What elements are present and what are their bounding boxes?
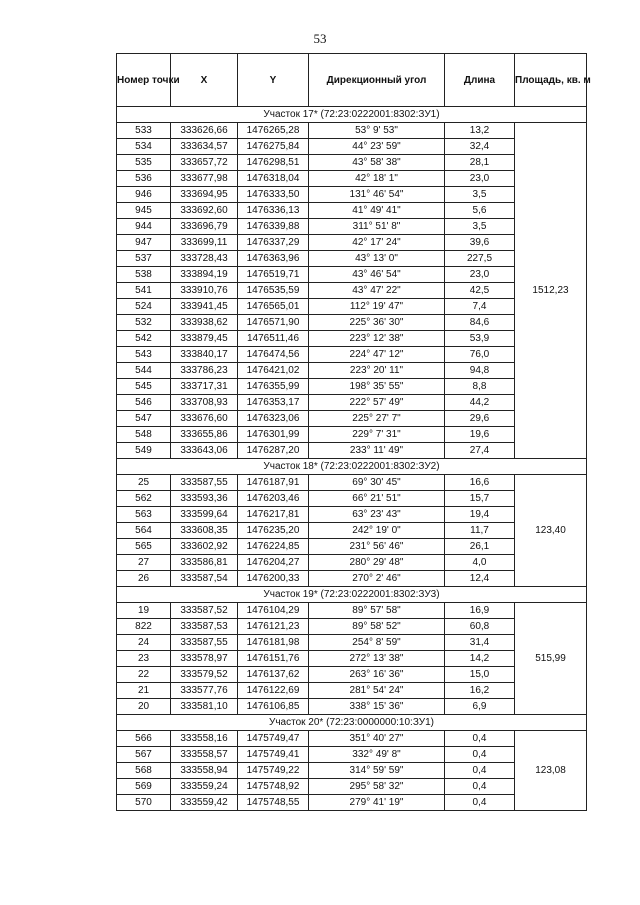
length-cell: 0,4 (445, 747, 515, 763)
y-coordinate-cell: 1476204,27 (238, 555, 309, 571)
bearing-cell: 272° 13' 38" (309, 651, 445, 667)
point-number-cell: 568 (117, 763, 171, 779)
length-cell: 14,2 (445, 651, 515, 667)
header-area: Площадь, кв. м (515, 54, 587, 107)
y-coordinate-cell: 1476181,98 (238, 635, 309, 651)
bearing-cell: 279° 41' 19" (309, 795, 445, 811)
area-cell: 1512,23 (515, 123, 587, 459)
page-number: 53 (313, 31, 327, 46)
point-number-cell: 22 (117, 667, 171, 683)
bearing-cell: 89° 58' 52" (309, 619, 445, 635)
x-coordinate-cell: 333894,19 (171, 267, 238, 283)
bearing-cell: 231° 56' 46" (309, 539, 445, 555)
point-number-cell: 541 (117, 283, 171, 299)
point-number-cell: 544 (117, 363, 171, 379)
table-body (117, 107, 587, 811)
point-number-cell: 20 (117, 699, 171, 715)
length-cell: 13,2 (445, 123, 515, 139)
length-cell: 0,4 (445, 731, 515, 747)
x-coordinate-cell: 333786,23 (171, 363, 238, 379)
y-coordinate-cell: 1476519,71 (238, 267, 309, 283)
length-cell: 6,9 (445, 699, 515, 715)
point-number-cell: 567 (117, 747, 171, 763)
x-coordinate-cell: 333938,62 (171, 315, 238, 331)
y-coordinate-cell: 1476318,04 (238, 171, 309, 187)
length-cell: 84,6 (445, 315, 515, 331)
length-cell: 23,0 (445, 267, 515, 283)
y-coordinate-cell: 1476565,01 (238, 299, 309, 315)
header-bearing: Дирекционный угол (309, 54, 445, 107)
point-number-cell: 562 (117, 491, 171, 507)
table-row (117, 731, 587, 747)
bearing-cell: 225° 36' 30" (309, 315, 445, 331)
x-coordinate-cell: 333696,79 (171, 219, 238, 235)
y-coordinate-cell: 1476265,28 (238, 123, 309, 139)
point-number-cell: 27 (117, 555, 171, 571)
x-coordinate-cell: 333728,43 (171, 251, 238, 267)
section-title: Участок 19* (72:23:0222001:8302:ЗУ3) (117, 587, 587, 603)
y-coordinate-cell: 1476235,20 (238, 523, 309, 539)
point-number-cell: 945 (117, 203, 171, 219)
y-coordinate-cell: 1476298,51 (238, 155, 309, 171)
y-coordinate-cell: 1476137,62 (238, 667, 309, 683)
bearing-cell: 224° 47' 12" (309, 347, 445, 363)
y-coordinate-cell: 1476333,50 (238, 187, 309, 203)
point-number-cell: 549 (117, 443, 171, 459)
bearing-cell: 223° 20' 11" (309, 363, 445, 379)
point-number-cell: 947 (117, 235, 171, 251)
length-cell: 28,1 (445, 155, 515, 171)
point-number-cell: 542 (117, 331, 171, 347)
table-row (117, 603, 587, 619)
point-number-cell: 23 (117, 651, 171, 667)
x-coordinate-cell: 333602,92 (171, 539, 238, 555)
x-coordinate-cell: 333558,57 (171, 747, 238, 763)
bearing-cell: 263° 16' 36" (309, 667, 445, 683)
x-coordinate-cell: 333581,10 (171, 699, 238, 715)
x-coordinate-cell: 333694,95 (171, 187, 238, 203)
length-cell: 23,0 (445, 171, 515, 187)
y-coordinate-cell: 1476121,23 (238, 619, 309, 635)
bearing-cell: 53° 9' 53" (309, 123, 445, 139)
bearing-cell: 43° 47' 22" (309, 283, 445, 299)
length-cell: 16,6 (445, 475, 515, 491)
y-coordinate-cell: 1476104,29 (238, 603, 309, 619)
bearing-cell: 351° 40' 27" (309, 731, 445, 747)
header-point-number: Номер точки (117, 54, 171, 107)
section-title: Участок 20* (72:23:0000000:10:ЗУ1) (117, 715, 587, 731)
y-coordinate-cell: 1476287,20 (238, 443, 309, 459)
y-coordinate-cell: 1476355,99 (238, 379, 309, 395)
length-cell: 94,8 (445, 363, 515, 379)
x-coordinate-cell: 333587,52 (171, 603, 238, 619)
point-number-cell: 532 (117, 315, 171, 331)
x-coordinate-cell: 333599,64 (171, 507, 238, 523)
x-coordinate-cell: 333634,57 (171, 139, 238, 155)
point-number-cell: 545 (117, 379, 171, 395)
x-coordinate-cell: 333558,16 (171, 731, 238, 747)
y-coordinate-cell: 1476535,59 (238, 283, 309, 299)
x-coordinate-cell: 333655,86 (171, 427, 238, 443)
bearing-cell: 131° 46' 54" (309, 187, 445, 203)
bearing-cell: 89° 57' 58" (309, 603, 445, 619)
x-coordinate-cell: 333587,55 (171, 635, 238, 651)
length-cell: 12,4 (445, 571, 515, 587)
bearing-cell: 254° 8' 59" (309, 635, 445, 651)
point-number-cell: 564 (117, 523, 171, 539)
length-cell: 11,7 (445, 523, 515, 539)
point-number-cell: 24 (117, 635, 171, 651)
x-coordinate-cell: 333579,52 (171, 667, 238, 683)
length-cell: 31,4 (445, 635, 515, 651)
bearing-cell: 222° 57' 49" (309, 395, 445, 411)
bearing-cell: 43° 13' 0" (309, 251, 445, 267)
length-cell: 15,7 (445, 491, 515, 507)
x-coordinate-cell: 333840,17 (171, 347, 238, 363)
x-coordinate-cell: 333717,31 (171, 379, 238, 395)
bearing-cell: 281° 54' 24" (309, 683, 445, 699)
length-cell: 4,0 (445, 555, 515, 571)
length-cell: 16,9 (445, 603, 515, 619)
point-number-cell: 25 (117, 475, 171, 491)
x-coordinate-cell: 333879,45 (171, 331, 238, 347)
y-coordinate-cell: 1476421,02 (238, 363, 309, 379)
table-row (117, 123, 587, 139)
bearing-cell: 69° 30' 45" (309, 475, 445, 491)
bearing-cell: 338° 15' 36" (309, 699, 445, 715)
bearing-cell: 314° 59' 59" (309, 763, 445, 779)
bearing-cell: 233° 11' 49" (309, 443, 445, 459)
bearing-cell: 280° 29' 48" (309, 555, 445, 571)
y-coordinate-cell: 1476353,17 (238, 395, 309, 411)
point-number-cell: 21 (117, 683, 171, 699)
x-coordinate-cell: 333593,36 (171, 491, 238, 507)
length-cell: 42,5 (445, 283, 515, 299)
bearing-cell: 223° 12' 38" (309, 331, 445, 347)
point-number-cell: 822 (117, 619, 171, 635)
y-coordinate-cell: 1476511,46 (238, 331, 309, 347)
length-cell: 60,8 (445, 619, 515, 635)
bearing-cell: 43° 46' 54" (309, 267, 445, 283)
x-coordinate-cell: 333577,76 (171, 683, 238, 699)
point-number-cell: 537 (117, 251, 171, 267)
section-title: Участок 18* (72:23:0222001:8302:ЗУ2) (117, 459, 587, 475)
table-row (117, 475, 587, 491)
point-number-cell: 547 (117, 411, 171, 427)
bearing-cell: 66° 21' 51" (309, 491, 445, 507)
length-cell: 53,9 (445, 331, 515, 347)
y-coordinate-cell: 1476275,84 (238, 139, 309, 155)
length-cell: 29,6 (445, 411, 515, 427)
length-cell: 227,5 (445, 251, 515, 267)
length-cell: 0,4 (445, 763, 515, 779)
x-coordinate-cell: 333587,53 (171, 619, 238, 635)
x-coordinate-cell: 333643,06 (171, 443, 238, 459)
point-number-cell: 570 (117, 795, 171, 811)
y-coordinate-cell: 1476151,76 (238, 651, 309, 667)
bearing-cell: 198° 35' 55" (309, 379, 445, 395)
length-cell: 3,5 (445, 187, 515, 203)
length-cell: 7,4 (445, 299, 515, 315)
length-cell: 0,4 (445, 795, 515, 811)
y-coordinate-cell: 1476106,85 (238, 699, 309, 715)
bearing-cell: 41° 49' 41" (309, 203, 445, 219)
point-number-cell: 26 (117, 571, 171, 587)
y-coordinate-cell: 1475749,22 (238, 763, 309, 779)
x-coordinate-cell: 333626,66 (171, 123, 238, 139)
length-cell: 19,6 (445, 427, 515, 443)
y-coordinate-cell: 1476323,06 (238, 411, 309, 427)
point-number-cell: 543 (117, 347, 171, 363)
bearing-cell: 225° 27' 7" (309, 411, 445, 427)
y-coordinate-cell: 1476203,46 (238, 491, 309, 507)
length-cell: 5,6 (445, 203, 515, 219)
point-number-cell: 548 (117, 427, 171, 443)
bearing-cell: 311° 51' 8" (309, 219, 445, 235)
y-coordinate-cell: 1476337,29 (238, 235, 309, 251)
coordinates-table (116, 53, 591, 811)
section-header-row (117, 459, 587, 475)
y-coordinate-cell: 1476122,69 (238, 683, 309, 699)
x-coordinate-cell: 333910,76 (171, 283, 238, 299)
y-coordinate-cell: 1476339,88 (238, 219, 309, 235)
y-coordinate-cell: 1476200,33 (238, 571, 309, 587)
x-coordinate-cell: 333941,45 (171, 299, 238, 315)
length-cell: 0,4 (445, 779, 515, 795)
bearing-cell: 42° 18' 1" (309, 171, 445, 187)
y-coordinate-cell: 1475749,41 (238, 747, 309, 763)
section-header-row (117, 715, 587, 731)
point-number-cell: 569 (117, 779, 171, 795)
x-coordinate-cell: 333558,94 (171, 763, 238, 779)
length-cell: 39,6 (445, 235, 515, 251)
y-coordinate-cell: 1476217,81 (238, 507, 309, 523)
bearing-cell: 242° 19' 0" (309, 523, 445, 539)
x-coordinate-cell: 333708,93 (171, 395, 238, 411)
bearing-cell: 44° 23' 59" (309, 139, 445, 155)
x-coordinate-cell: 333677,98 (171, 171, 238, 187)
section-header-row (117, 587, 587, 603)
x-coordinate-cell: 333699,11 (171, 235, 238, 251)
area-cell: 123,08 (515, 731, 587, 811)
length-cell: 8,8 (445, 379, 515, 395)
x-coordinate-cell: 333587,55 (171, 475, 238, 491)
length-cell: 16,2 (445, 683, 515, 699)
length-cell: 32,4 (445, 139, 515, 155)
header-length: Длина (445, 54, 515, 107)
point-number-cell: 563 (117, 507, 171, 523)
x-coordinate-cell: 333559,24 (171, 779, 238, 795)
x-coordinate-cell: 333587,54 (171, 571, 238, 587)
bearing-cell: 229° 7' 31" (309, 427, 445, 443)
header-y: Y (238, 54, 309, 107)
y-coordinate-cell: 1476301,99 (238, 427, 309, 443)
length-cell: 15,0 (445, 667, 515, 683)
area-cell: 123,40 (515, 475, 587, 587)
length-cell: 44,2 (445, 395, 515, 411)
bearing-cell: 295° 58' 32" (309, 779, 445, 795)
point-number-cell: 566 (117, 731, 171, 747)
y-coordinate-cell: 1475748,92 (238, 779, 309, 795)
point-number-cell: 538 (117, 267, 171, 283)
point-number-cell: 534 (117, 139, 171, 155)
y-coordinate-cell: 1476187,91 (238, 475, 309, 491)
section-header-row (117, 107, 587, 123)
y-coordinate-cell: 1476474,56 (238, 347, 309, 363)
point-number-cell: 536 (117, 171, 171, 187)
header-x: X (171, 54, 238, 107)
y-coordinate-cell: 1476363,96 (238, 251, 309, 267)
area-cell: 515,99 (515, 603, 587, 715)
y-coordinate-cell: 1476571,90 (238, 315, 309, 331)
x-coordinate-cell: 333578,97 (171, 651, 238, 667)
table-header (117, 54, 591, 107)
point-number-cell: 946 (117, 187, 171, 203)
x-coordinate-cell: 333692,60 (171, 203, 238, 219)
point-number-cell: 944 (117, 219, 171, 235)
y-coordinate-cell: 1475749,47 (238, 731, 309, 747)
point-number-cell: 535 (117, 155, 171, 171)
x-coordinate-cell: 333559,42 (171, 795, 238, 811)
x-coordinate-cell: 333586,81 (171, 555, 238, 571)
section-title: Участок 17* (72:23:0222001:8302:ЗУ1) (117, 107, 587, 123)
y-coordinate-cell: 1476224,85 (238, 539, 309, 555)
point-number-cell: 565 (117, 539, 171, 555)
point-number-cell: 546 (117, 395, 171, 411)
bearing-cell: 112° 19' 47" (309, 299, 445, 315)
bearing-cell: 270° 2' 46" (309, 571, 445, 587)
length-cell: 26,1 (445, 539, 515, 555)
bearing-cell: 63° 23' 43" (309, 507, 445, 523)
point-number-cell: 524 (117, 299, 171, 315)
length-cell: 19,4 (445, 507, 515, 523)
length-cell: 76,0 (445, 347, 515, 363)
point-number-cell: 533 (117, 123, 171, 139)
length-cell: 27,4 (445, 443, 515, 459)
length-cell: 3,5 (445, 219, 515, 235)
x-coordinate-cell: 333608,35 (171, 523, 238, 539)
bearing-cell: 42° 17' 24" (309, 235, 445, 251)
y-coordinate-cell: 1475748,55 (238, 795, 309, 811)
x-coordinate-cell: 333676,60 (171, 411, 238, 427)
point-number-cell: 19 (117, 603, 171, 619)
x-coordinate-cell: 333657,72 (171, 155, 238, 171)
bearing-cell: 43° 58' 38" (309, 155, 445, 171)
y-coordinate-cell: 1476336,13 (238, 203, 309, 219)
bearing-cell: 332° 49' 8" (309, 747, 445, 763)
